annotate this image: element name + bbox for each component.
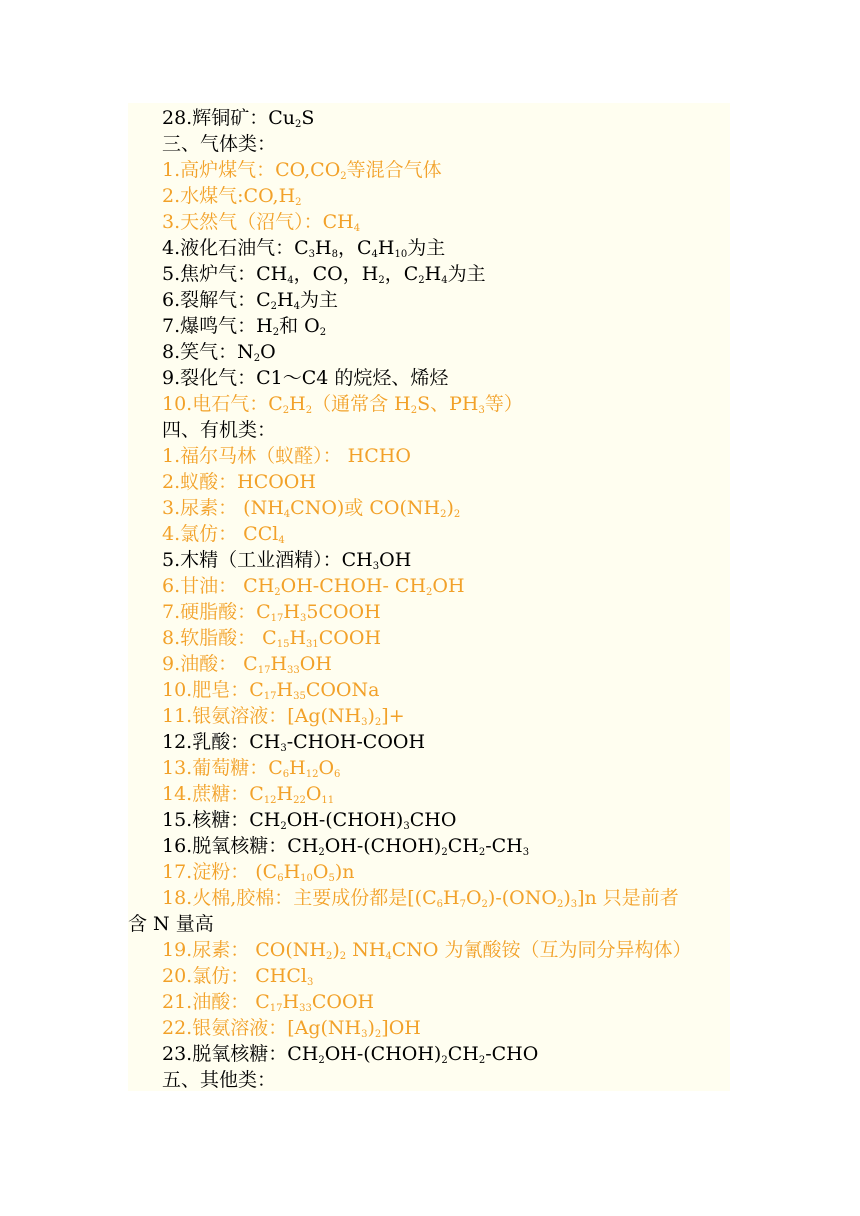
document-line: 1.福尔马林（蚁醛）： HCHO bbox=[162, 445, 411, 467]
document-line: 16.脱氧核糖：$CH_2OH-(CHOH)_2CH_2-CH_3$ bbox=[162, 835, 530, 858]
document-line: 13.葡萄糖：$C_6H_{12}O_6$ bbox=[162, 757, 341, 780]
document-line: 三、气体类： bbox=[162, 133, 277, 155]
document-line: 5.木精（工业酒精）：$CH_3OH$ bbox=[162, 549, 412, 572]
document-page bbox=[128, 103, 730, 1091]
document-line: 3.尿素： $(NH_4CNO)$或 $CO(NH_2)_2$ bbox=[162, 497, 461, 520]
document-line: 8.软脂酸： $C_{15}H_{31}COOH$ bbox=[162, 627, 382, 650]
document-line: 11.银氨溶液：$[Ag(NH_3)_2]+$ bbox=[162, 705, 405, 728]
document-line: 17.淀粉： $(C_6H_{10}O_5)n$ bbox=[162, 861, 355, 884]
document-line: 23.脱氧核糖：$CH_2OH-(CHOH)_2CH_2$-CHO bbox=[162, 1043, 539, 1066]
document-line: 9.裂化气：C1～C4 的烷烃、烯烃 bbox=[162, 367, 449, 389]
document-line: 6.裂解气：$C_2H_4$为主 bbox=[162, 289, 339, 312]
document-line: 2.蚁酸：HCOOH bbox=[162, 471, 316, 493]
document-line: 22.银氨溶液：$[Ag(NH_3)_2]OH$ bbox=[162, 1017, 421, 1040]
document-line: 19.尿素： $CO(NH_2)_2$ $NH_4CNO$ 为氰酸铵（互为同分异构体） bbox=[162, 939, 692, 962]
document-line: 28.辉铜矿：$Cu_2S$ bbox=[162, 107, 315, 130]
document-line: 5.焦炉气：$CH_4$，CO，$H_2$，$C_2H_4$为主 bbox=[162, 263, 486, 286]
document-line: 9.油酸： $C_{17}H_{33}OH$ bbox=[162, 653, 332, 676]
document-line: 10.电石气：$C_2H_2$（通常含 $H_2S$、$PH_3$等） bbox=[162, 393, 523, 416]
document-line: 7.硬脂酸：$C_{17}H_35COOH$ bbox=[162, 601, 381, 624]
document-line: 四、有机类： bbox=[162, 419, 277, 441]
document-line: 20.氯仿： CHCl$_3$ bbox=[162, 965, 314, 988]
document-line: 3.天然气（沼气）：$CH_4$ bbox=[162, 211, 361, 234]
document-line: 2.水煤气$:CO,H_2$ bbox=[162, 185, 302, 208]
document-line: 10.肥皂：$C_{17}H_{35}COONa$ bbox=[162, 679, 380, 702]
document-line: 7.爆鸣气：$H_2$和 $O_2$ bbox=[162, 315, 327, 338]
document-line: 4.液化石油气：$C_3H_8$，$C_4H_{10}$为主 bbox=[162, 237, 446, 260]
document-line: 8.笑气：$N_2O$ bbox=[162, 341, 276, 364]
document-line: 18.火棉,胶棉：主要成份都是$[(C_6H_7O_2)-(ONO_2)_3]n$ 只是前者 bbox=[162, 887, 679, 910]
document-line: 15.核糖：$CH_2OH-(CHOH)_3CHO$ bbox=[162, 809, 457, 832]
document-line: 含 N 量高 bbox=[128, 913, 214, 935]
document-line: 4.氯仿： CCl$_4$ bbox=[162, 523, 285, 546]
document-line: 14.蔗糖：$C_{12}H_{22}O_{11}$ bbox=[162, 783, 335, 806]
document-line: 21.油酸： $C_{17}H_{33}COOH$ bbox=[162, 991, 375, 1014]
document-line: 1.高炉煤气：$CO,CO_2$等混合气体 bbox=[162, 159, 442, 182]
document-line: 12.乳酸：$CH_3-CHOH$-COOH bbox=[162, 731, 426, 754]
document-line: 五、其他类： bbox=[162, 1069, 277, 1091]
document-line: 6.甘油： $CH_2OH-CHOH-$ $CH_2OH$ bbox=[162, 575, 465, 598]
